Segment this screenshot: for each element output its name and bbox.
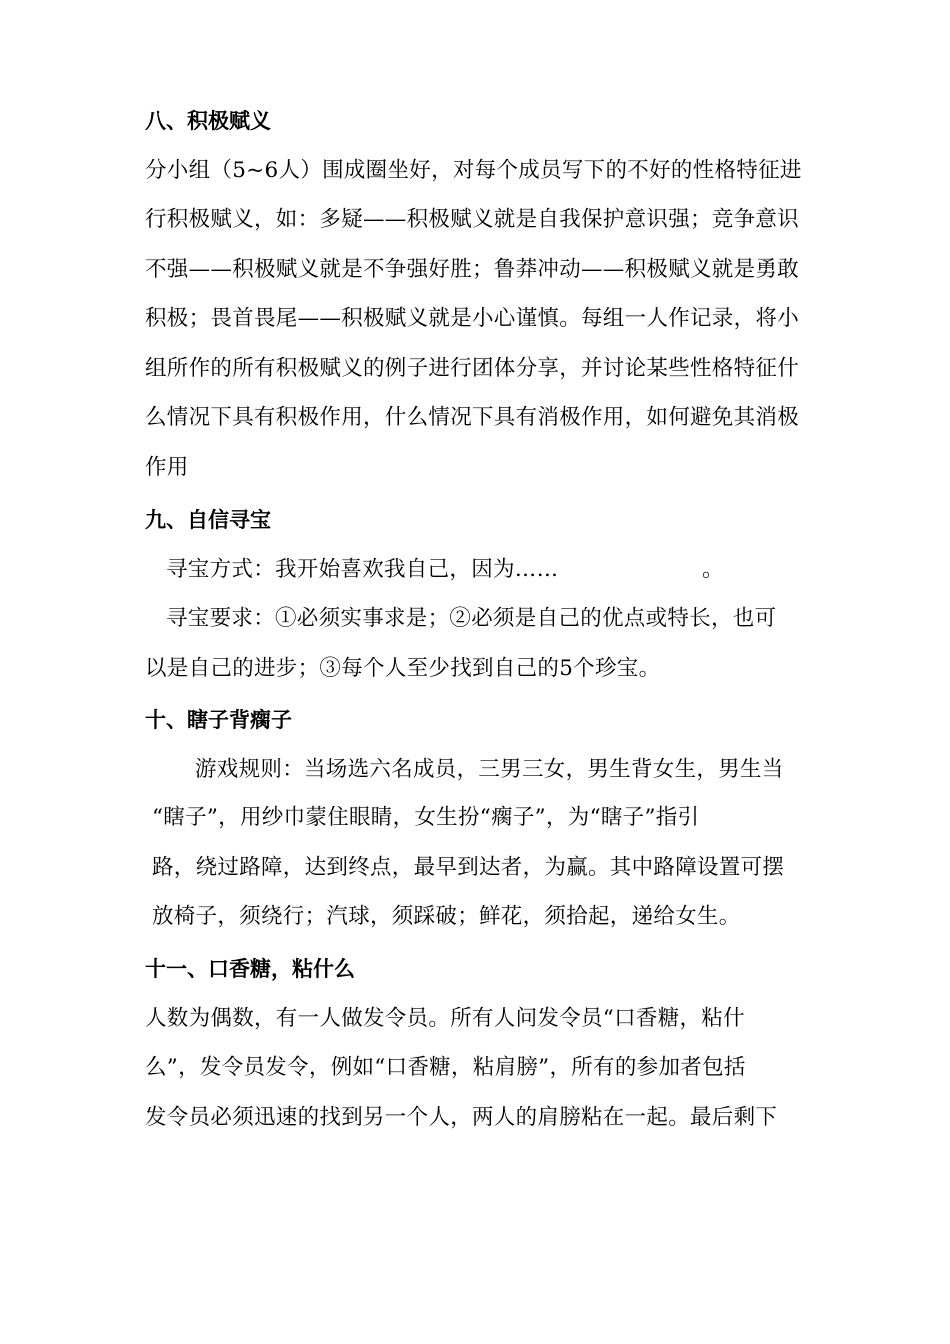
section-heading-8: 八、积极赋义 [145,109,271,133]
paragraph-line: 行积极赋义，如：多疑——积极赋义就是自我保护意识强；竞争意识 [145,207,800,232]
paragraph-line: 人数为偶数，有一人做发令员。所有人问发令员“口香糖，粘什 [145,1006,745,1031]
section-heading-10: 十、瞎子背瘸子 [145,708,292,732]
paragraph-line: 寻宝方式：我开始喜欢我自己，因为…… [166,557,559,582]
section-heading-9: 九、自信寻宝 [145,508,271,532]
paragraph-line: 积极；畏首畏尾——积极赋义就是小心谨慎。每组一人作记录，将小 [145,306,800,331]
paragraph-line: 以是自己的进步；③每个人至少找到自己的5个珍宝。 [145,656,661,681]
paragraph-line: 么”，发令员发令，例如“口香糖，粘肩膀”，所有的参加者包括 [145,1055,746,1080]
section-heading-11: 十一、口香糖，粘什么 [145,957,355,981]
paragraph-line: “瞎子”，用纱巾蒙住眼睛，女生扮“瘸子”，为“瞎子”指引 [152,805,700,830]
paragraph-period: 。 [702,557,724,582]
paragraph-line: 寻宝要求：①必须实事求是；②必须是自己的优点或特长，也可 [166,606,777,631]
paragraph-line: 么情况下具有积极作用，什么情况下具有消极作用，如何避免其消极 [145,405,800,430]
paragraph-line: 放椅子，须绕行；汽球，须踩破；鲜花，须拾起，递给女生。 [152,904,741,929]
paragraph-line: 作用 [145,455,189,480]
paragraph-line: 不强——积极赋义就是不争强好胜；鲁莽冲动——积极赋义就是勇敢 [145,257,800,282]
paragraph-line: 游戏规则：当场选六名成员，三男三女，男生背女生，男生当 [195,757,784,782]
paragraph-line: 组所作的所有积极赋义的例子进行团体分享，并讨论某些性格特征什 [145,356,800,381]
paragraph-line: 路，绕过路障，达到终点，最早到达者，为赢。其中路障设置可摆 [152,855,785,880]
paragraph-line: 分小组（5~6人）围成圈坐好，对每个成员写下的不好的性格特征进 [145,158,802,183]
paragraph-line: 发令员必须迅速的找到另一个人，两人的肩膀粘在一起。最后剩下 [145,1105,778,1130]
